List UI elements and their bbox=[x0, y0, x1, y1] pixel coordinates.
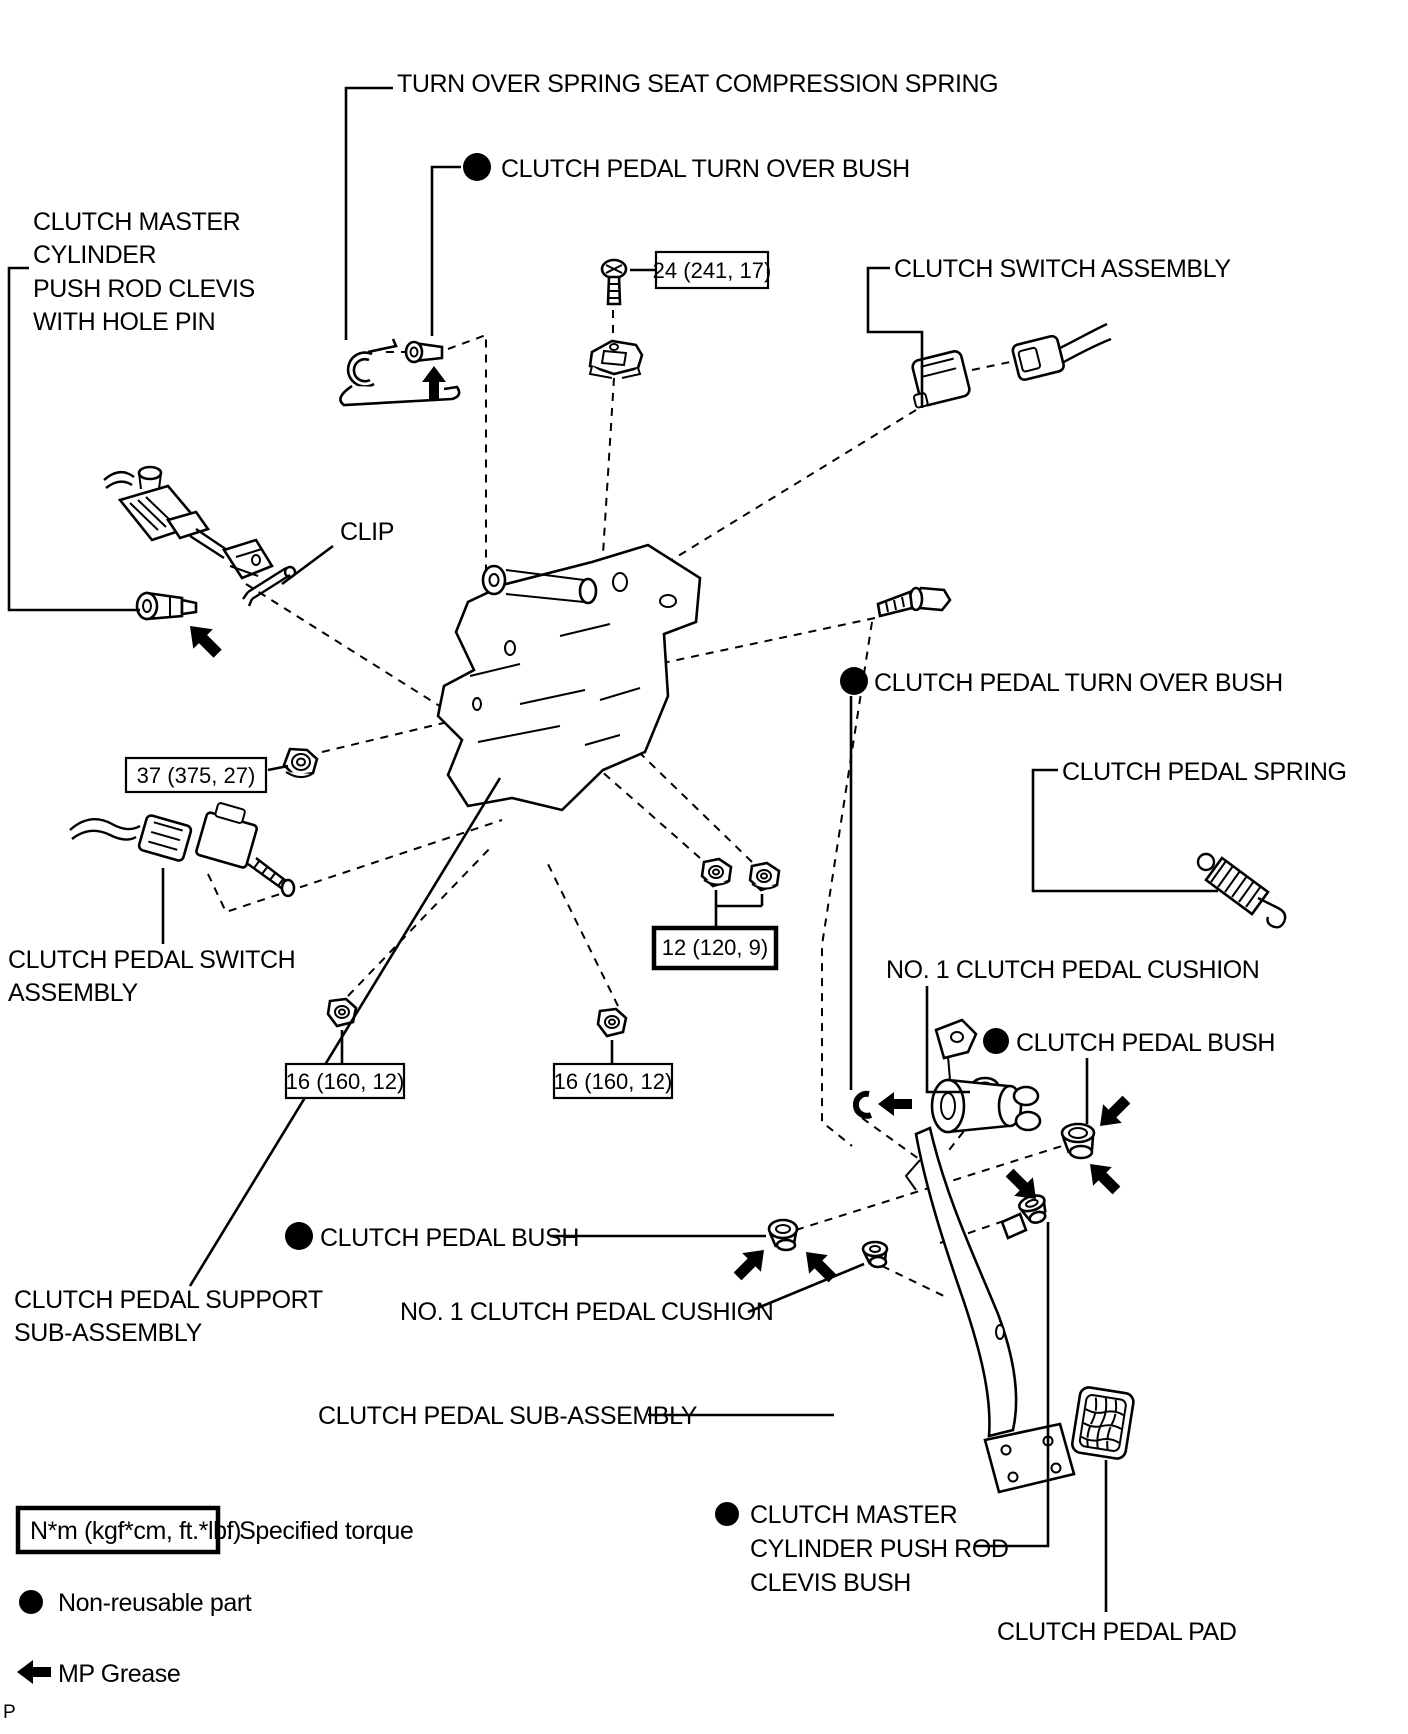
mp-grease-arrow-icon bbox=[797, 1243, 842, 1288]
torque-box-16b bbox=[554, 1064, 673, 1098]
nut-16b-drawing bbox=[598, 1009, 626, 1036]
pedal-bush-right-drawing bbox=[1062, 1090, 1136, 1200]
torque-box-37 bbox=[126, 758, 266, 792]
label-support-line1: CLUTCH PEDAL SUPPORT bbox=[14, 1286, 323, 1314]
label-pedal-switch-line2: ASSEMBLY bbox=[8, 979, 138, 1007]
legend bbox=[3, 1508, 413, 1723]
label-cushion-lower: NO. 1 CLUTCH PEDAL CUSHION bbox=[400, 1298, 774, 1326]
label-pedal-turn-over-bush-top: CLUTCH PEDAL TURN OVER BUSH bbox=[501, 155, 910, 183]
label-pedal-sub-assembly: CLUTCH PEDAL SUB-ASSEMBLY bbox=[318, 1402, 697, 1430]
legend-non-reusable: Non-reusable part bbox=[58, 1589, 252, 1617]
nut-12a-drawing bbox=[702, 859, 731, 886]
mp-grease-arrow-icon bbox=[180, 616, 227, 663]
cushion-lower-drawing bbox=[863, 1242, 887, 1267]
label-pedal-turn-over-bush-mid: CLUTCH PEDAL TURN OVER BUSH bbox=[874, 669, 1283, 697]
label-mc-pushrod-line1: CLUTCH MASTER bbox=[750, 1501, 958, 1529]
non-reusable-dot-icon bbox=[715, 1502, 739, 1526]
clevis-bush-drawing bbox=[1000, 1163, 1050, 1226]
torque-box-16a bbox=[286, 1064, 405, 1098]
non-reusable-dot-icon bbox=[840, 667, 868, 695]
pedal-switch-drawing bbox=[70, 800, 294, 896]
nut-12b-drawing bbox=[750, 863, 779, 890]
pedal-pad-drawing bbox=[1071, 1386, 1135, 1460]
mp-grease-arrow-icon bbox=[878, 1092, 912, 1116]
clevis-pin-drawing bbox=[137, 593, 227, 663]
clutch-switch-drawing bbox=[905, 324, 1111, 408]
mp-grease-arrow-icon bbox=[17, 1660, 51, 1684]
label-master-clevis-line4: WITH HOLE PIN bbox=[33, 308, 216, 336]
label-clip: CLIP bbox=[340, 518, 394, 546]
label-cushion-upper: NO. 1 CLUTCH PEDAL CUSHION bbox=[886, 956, 1260, 984]
label-mc-pushrod-line2: CYLINDER PUSH ROD bbox=[750, 1535, 1009, 1563]
bolt-24-drawing bbox=[602, 260, 626, 304]
torque-box-24 bbox=[653, 252, 772, 288]
non-reusable-dot-icon bbox=[285, 1222, 313, 1250]
label-mc-pushrod-line3: CLEVIS BUSH bbox=[750, 1569, 911, 1597]
torque-value-16b: 16 (160, 12) bbox=[553, 1069, 673, 1094]
legend-torque-label: : Specified torque bbox=[226, 1517, 414, 1545]
mp-grease-arrow-icon bbox=[1091, 1090, 1136, 1135]
label-pedal-bush-right: CLUTCH PEDAL BUSH bbox=[1016, 1029, 1275, 1057]
pivot-bolt-drawing bbox=[878, 588, 950, 616]
mp-grease-arrow-icon bbox=[1081, 1155, 1126, 1200]
legend-mp-grease: MP Grease bbox=[58, 1660, 181, 1688]
label-turn-over-spring: TURN OVER SPRING SEAT COMPRESSION SPRING bbox=[397, 70, 999, 98]
legend-torque-unit: N*m (kgf*cm, ft.*lbf) bbox=[30, 1517, 242, 1545]
clip-nut-drawing bbox=[590, 341, 642, 378]
label-master-clevis-line3: PUSH ROD CLEVIS bbox=[33, 275, 255, 303]
label-pedal-spring: CLUTCH PEDAL SPRING bbox=[1062, 758, 1347, 786]
label-pedal-switch-line1: CLUTCH PEDAL SWITCH bbox=[8, 946, 296, 974]
non-reusable-dot-icon bbox=[463, 153, 491, 181]
page-marker: P bbox=[3, 1702, 16, 1723]
pedal-bush-left-drawing bbox=[728, 1220, 842, 1288]
label-master-clevis-line2: CYLINDER bbox=[33, 241, 157, 269]
pedal-c-clip-drawing bbox=[856, 1092, 912, 1116]
non-reusable-dot-icon bbox=[983, 1028, 1009, 1054]
master-cylinder-clevis-drawing bbox=[104, 467, 272, 578]
label-clutch-switch: CLUTCH SWITCH ASSEMBLY bbox=[894, 255, 1231, 283]
non-reusable-dot-icon bbox=[19, 1590, 43, 1614]
pedal-support-bracket-drawing bbox=[438, 545, 700, 810]
label-pedal-pad: CLUTCH PEDAL PAD bbox=[997, 1618, 1237, 1646]
mp-grease-arrow-icon bbox=[728, 1241, 773, 1286]
label-master-clevis-line1: CLUTCH MASTER bbox=[33, 208, 241, 236]
label-support-line2: SUB-ASSEMBLY bbox=[14, 1319, 202, 1347]
nut-37-drawing bbox=[284, 749, 317, 777]
torque-value-12: 12 (120, 9) bbox=[661, 935, 769, 960]
torque-box-12 bbox=[654, 928, 776, 968]
torque-value-37: 37 (375, 27) bbox=[136, 763, 256, 788]
label-pedal-bush-left: CLUTCH PEDAL BUSH bbox=[320, 1224, 579, 1252]
torque-value-16a: 16 (160, 12) bbox=[285, 1069, 405, 1094]
torque-value-24: 24 (241, 17) bbox=[652, 258, 772, 283]
